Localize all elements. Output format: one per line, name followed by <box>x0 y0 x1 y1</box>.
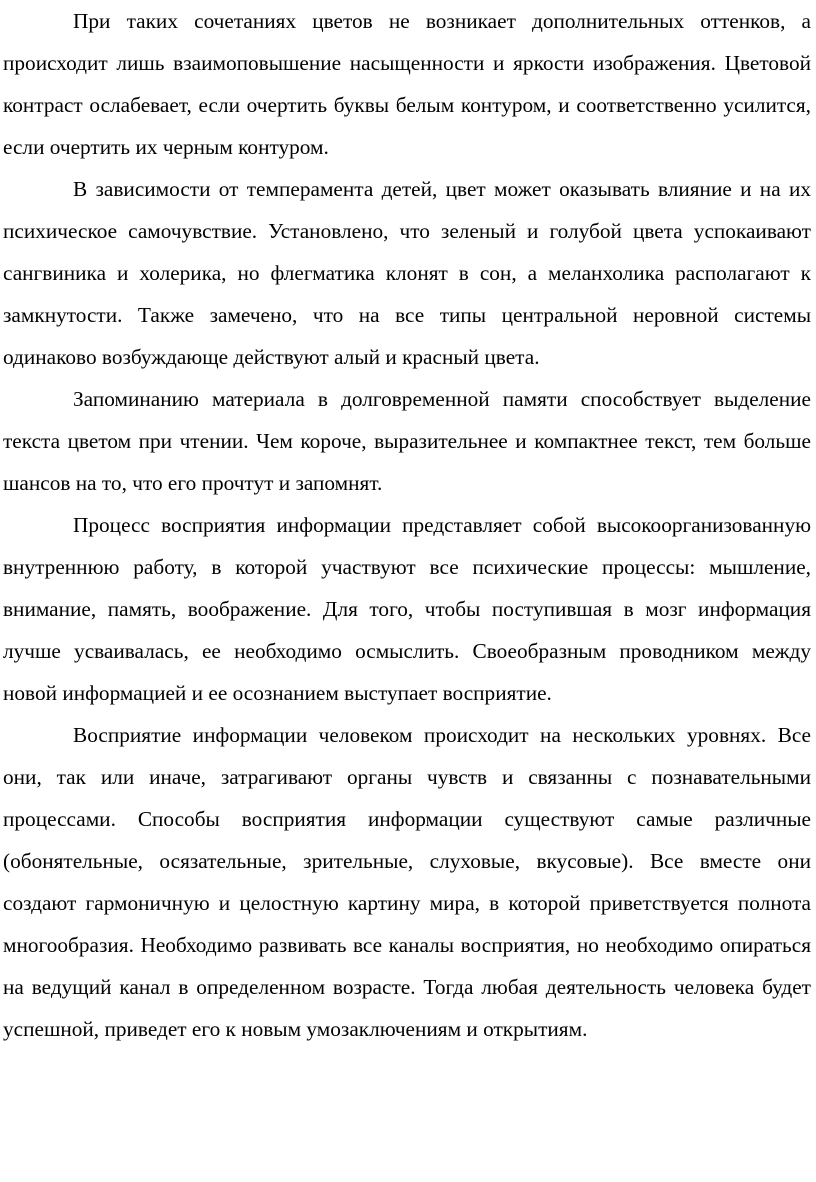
paragraph-perception-levels: Восприятие информации человеком происходит на нескольких уровнях. Все они, так или иначе, затрагивают органы чувств и связанны с познавательными процессами. Способы восприятия информации существуют самые различные (обонятельные, осязательные, зрительные, слуховые, вкусовые). Все вместе они создают гармоничную и целостную картину мира, в которой приветствуется полнота многообразия. Необходимо развивать все каналы восприятия, но необходимо опираться на ведущий канал в определенном возрасте. Тогда любая деятельность человека будет успешной, приведет его к новым умозаключениям и открытиям. <box>3 723 811 1041</box>
document-page <box>3 0 811 1050</box>
paragraph-memory: Запоминанию материала в долговременной памяти способствует выделение текста цветом при чтении. Чем короче, выразительнее и компактнее текст, тем больше шансов на то, что его прочтут и запомнят. <box>3 387 811 495</box>
paragraph-perception-process: Процесс восприятия информации представляет собой высокоорганизованную внутреннюю работу, в которой участвуют все психические процессы: мышление, внимание, память, воображение. Для того, чтобы поступившая в мозг информация лучше усваивалась, ее необходимо осмыслить. Своеобразным проводником между новой информацией и ее осознанием выступает восприятие. <box>3 513 811 705</box>
paragraph-color-combinations: При таких сочетаниях цветов не возникает дополнительных оттенков, а происходит лишь взаимоповышение насыщенности и яркости изображения. Цветовой контраст ослабевает, если очертить буквы белым контуром, и соответственно усилится, если очертить их черным контуром. <box>3 9 811 159</box>
paragraph-temperament: В зависимости от темперамента детей, цвет может оказывать влияние и на их психическое самочувствие. Установлено, что зеленый и голубой цвета успокаивают сангвиника и холерика, но флегматика клонят в сон, а меланхолика располагают к замкнутости. Также замечено, что на все типы центральной неровной системы одинаково возбуждающе действуют алый и красный цвета. <box>3 177 811 369</box>
